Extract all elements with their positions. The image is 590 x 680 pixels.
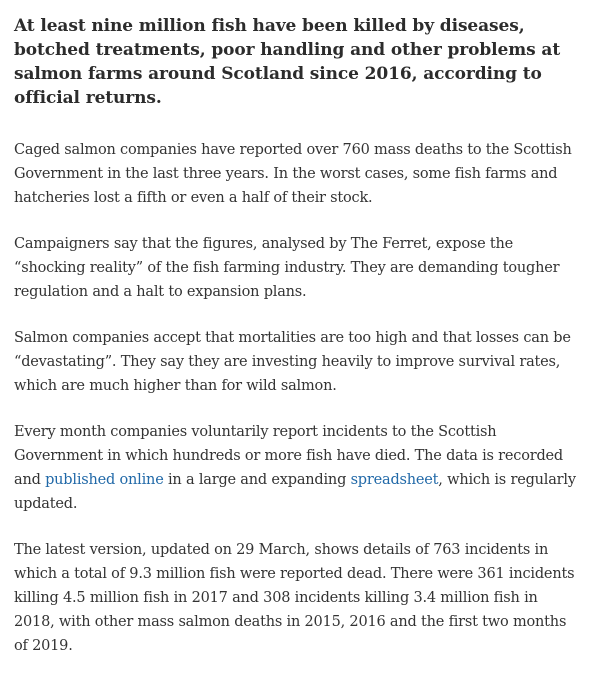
paragraph-3: Salmon companies accept that mortalities are too high and that losses can be “devastating”. They say they are investing heavily to improve survival rates, which are much higher than for wild salmon.	[14, 330, 571, 394]
paragraph-2: Campaigners say that the figures, analysed by The Ferret, expose the “shocking reality” of the fish farming industry. They are demanding tougher regulation and a halt to expansion plans.	[14, 236, 560, 300]
article-body	[14, 14, 580, 680]
spreadsheet-link[interactable]: spreadsheet	[350, 472, 439, 488]
paragraph-4-text-2: in a large and expanding	[163, 472, 351, 488]
paragraph-1: Caged salmon companies have reported over 760 mass deaths to the Scottish Government in the last three years. In the worst cases, some fish farms and hatcheries lost a fifth or even a half of their stock.	[14, 142, 572, 206]
paragraph-4-text-1: Every month companies voluntarily report incidents to the Scottish Government in which hundreds or more fish have died. The data is recorded and	[14, 424, 564, 488]
published-online-link[interactable]: published online	[45, 472, 164, 488]
paragraph-4	[14, 420, 580, 516]
paragraph-5: The latest version, updated on 29 March, shows details of 763 incidents in which a total of 9.3 million fish were reported dead. There were 361 incidents killing 4.5 million fish in 2017 and 308 incidents killing 3.4 million fish in 2018, with other mass salmon deaths in 2015, 2016 and the first two months of 2019.	[14, 542, 575, 654]
article-lede: At least nine million fish have been killed by diseases, botched treatments, poor handling and other problems at salmon farms around Scotland since 2016, according to official returns.	[14, 16, 561, 108]
paragraph-4-text-3: , which is regularly updated.	[14, 472, 576, 512]
